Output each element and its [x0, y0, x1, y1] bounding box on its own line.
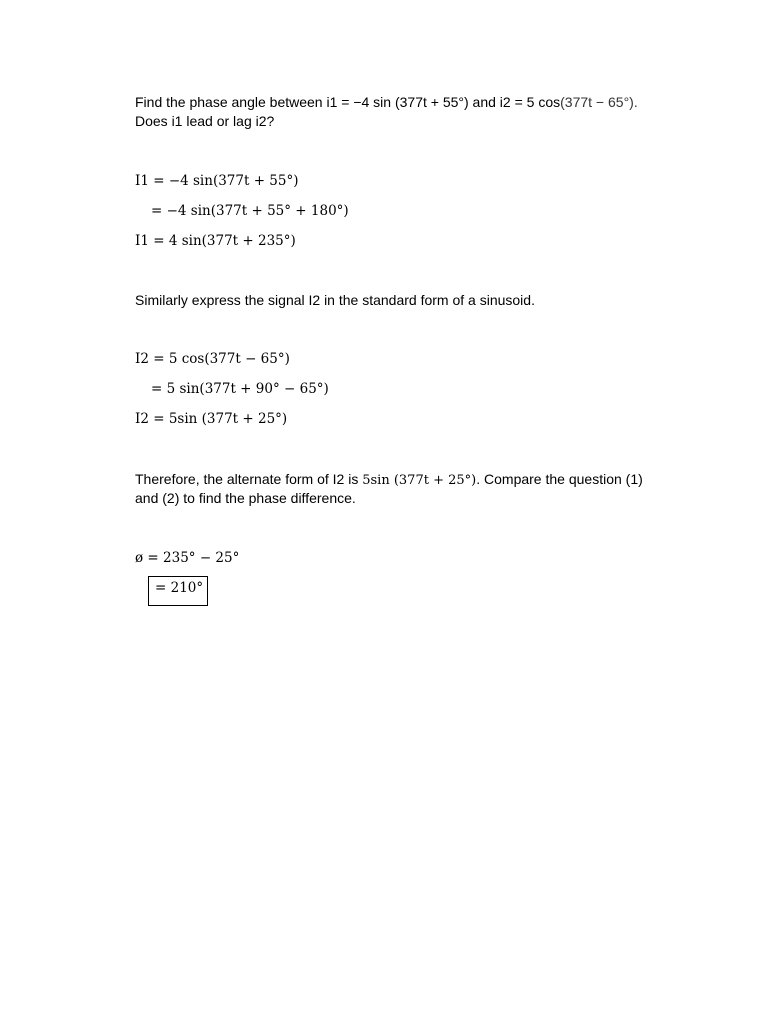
question-line-2: Does i1 lead or lag i2?	[135, 113, 275, 129]
result-box	[148, 576, 208, 606]
i2-step-1: I2 = 5 cos(377t − 65°)	[135, 351, 290, 367]
phase-equation: ø = 235° − 25°	[135, 550, 240, 566]
therefore-line-2: and (2) to find the phase difference.	[135, 490, 356, 506]
similarly-text: Similarly express the signal I2 in the standard form of a sinusoid.	[135, 292, 535, 308]
question-text-a: Find the phase angle between i1 = −4 sin (377t + 55°) and i2 = 5 cos	[135, 94, 561, 110]
i2-step-2: = 5 sin(377t + 90° − 65°)	[151, 381, 329, 397]
i2-step-3: I2 = 5sin (377t + 25°)	[135, 411, 288, 427]
i1-step-2: = −4 sin(377t + 55° + 180°)	[151, 203, 349, 219]
question-text-b: (377t − 65°).	[560, 94, 638, 110]
therefore-math: 5sin (377t + 25°)	[362, 473, 477, 488]
therefore-suffix: . Compare the question (1)	[476, 471, 643, 487]
question-line-1	[135, 93, 638, 112]
therefore-prefix: Therefore, the alternate form of I2 is	[135, 471, 363, 487]
therefore-line-1	[135, 470, 643, 490]
phase-result: = 210°	[155, 580, 204, 596]
i1-step-1: I1 = −4 sin(377t + 55°)	[135, 173, 299, 189]
i1-step-3: I1 = 4 sin(377t + 235°)	[135, 233, 296, 249]
